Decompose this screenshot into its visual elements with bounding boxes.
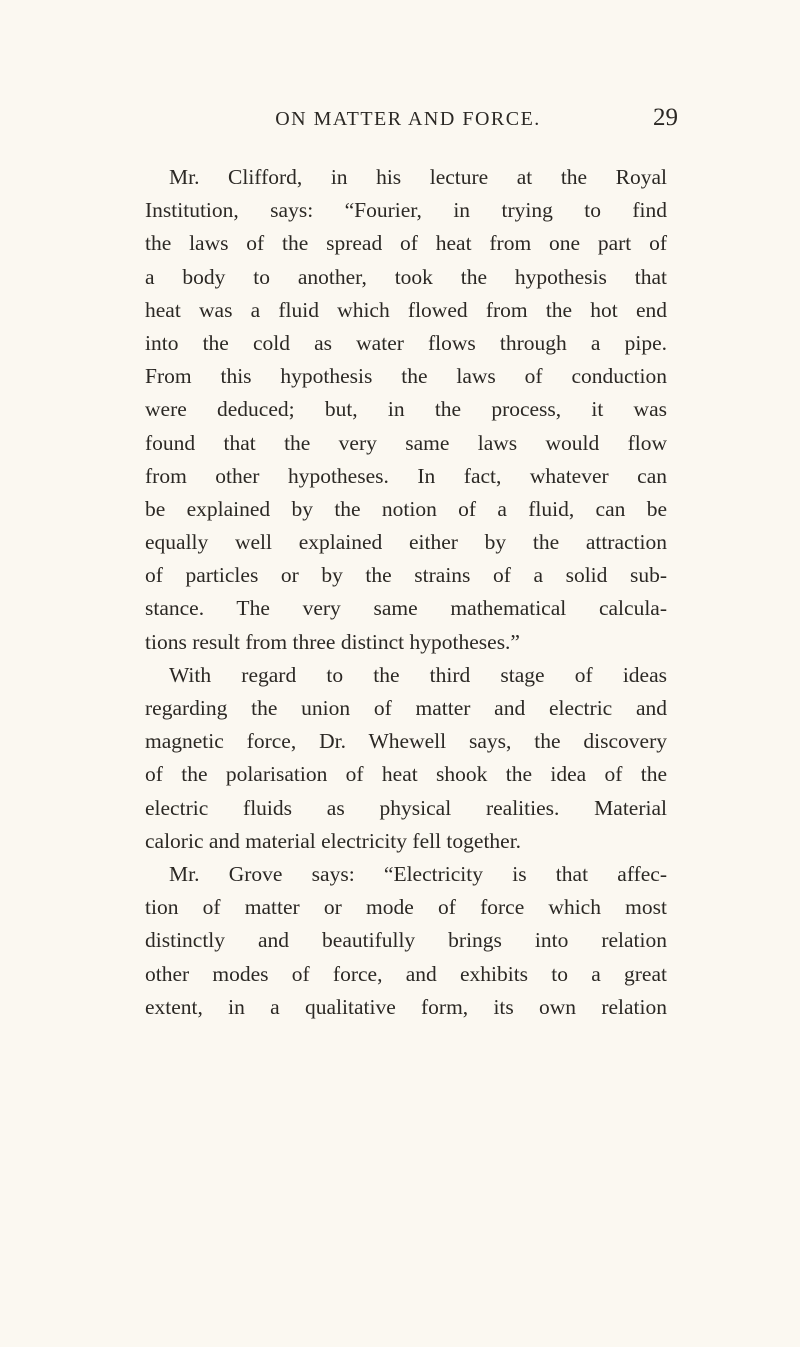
text-line: found that the very same laws would flow <box>145 430 667 455</box>
text-line: the laws of the spread of heat from one part of <box>145 231 667 256</box>
text-line: other modes of force, and exhibits to a great <box>145 961 667 986</box>
text-line: a body to another, took the hypothesis that <box>145 264 667 289</box>
text-line: be explained by the notion of a fluid, can be <box>145 496 667 521</box>
text-line: tion of matter or mode of force which most <box>145 895 667 920</box>
page-number: 29 <box>653 104 678 131</box>
text-line: equally well explained either by the attraction <box>145 530 667 555</box>
text-line: of particles or by the strains of a solid sub- <box>145 563 667 588</box>
running-title: ON MATTER AND FORCE. <box>275 108 541 130</box>
text-line: into the cold as water flows through a pipe. <box>145 330 667 355</box>
text-line: From this hypothesis the laws of conduction <box>145 364 667 389</box>
text-line: Institution, says: “Fourier, in trying to find <box>145 198 667 223</box>
text-line: magnetic force, Dr. Whewell says, the discovery <box>145 729 667 754</box>
text-line: electric fluids as physical realities. Material <box>145 795 667 820</box>
running-head <box>143 100 678 140</box>
text-line: of the polarisation of heat shook the idea of the <box>145 762 667 787</box>
text-line: regarding the union of matter and electric and <box>145 696 667 720</box>
text-line: tions result from three distinct hypotheses.” <box>145 629 520 654</box>
body-text <box>145 161 667 1024</box>
text-line: distinctly and beautifully brings into relation <box>145 928 667 953</box>
text-line: were deduced; but, in the process, it was <box>145 397 667 422</box>
text-line: caloric and material electricity fell together. <box>145 828 522 853</box>
text-line: from other hypotheses. In fact, whatever can <box>145 463 667 488</box>
text-line: Mr. Clifford, in his lecture at the Royal <box>169 165 667 189</box>
text-line: Mr. Grove says: “Electricity is that affec- <box>169 861 667 886</box>
text-line: stance. The very same mathematical calcula- <box>145 596 667 621</box>
text-line: extent, in a qualitative form, its own relation <box>145 994 667 1019</box>
text-line: With regard to the third stage of ideas <box>169 662 667 687</box>
text-line: heat was a fluid which flowed from the hot end <box>145 297 667 322</box>
